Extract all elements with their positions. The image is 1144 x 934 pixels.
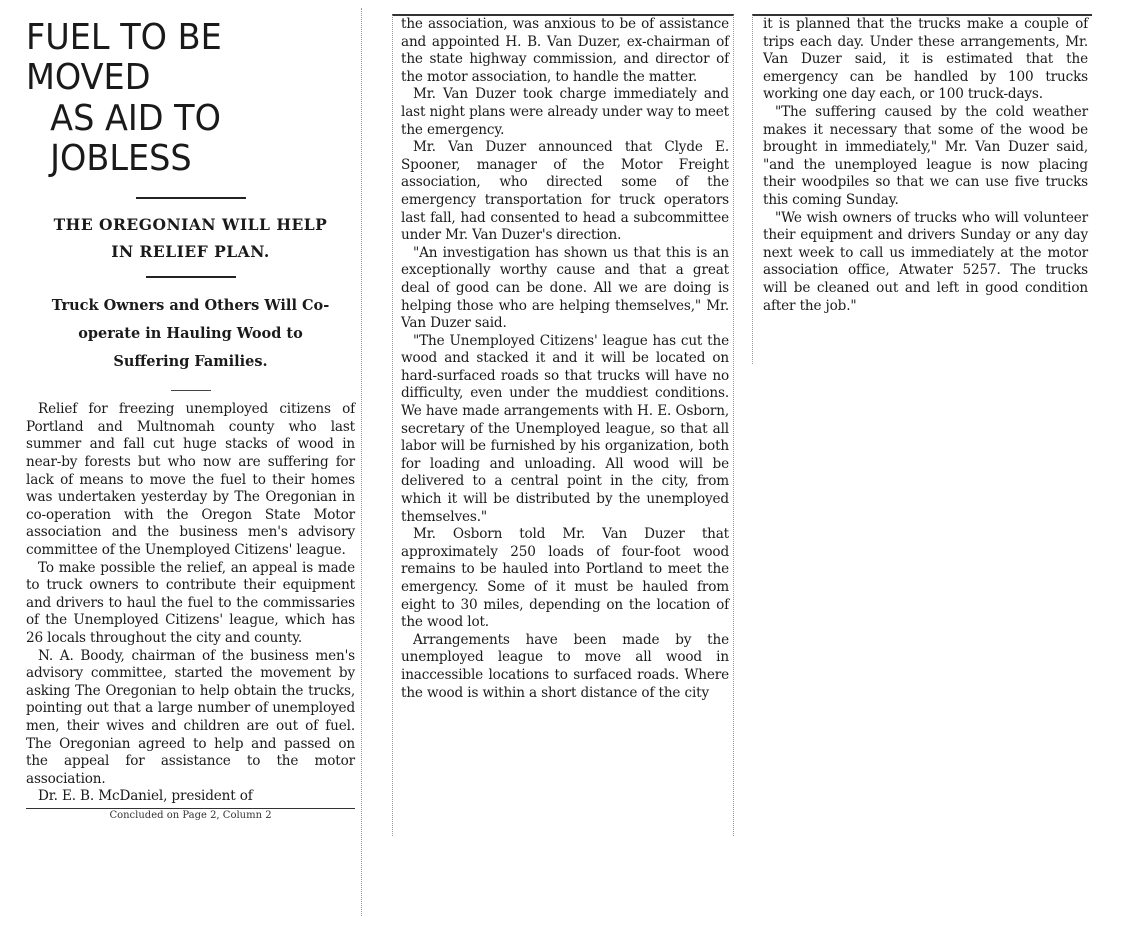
headline-line-1: FUEL TO BE MOVED <box>26 17 222 99</box>
paragraph: Mr. Osborn told Mr. Van Duzer that approximately 250 loads of four-foot wood remains to be hauled into Portland to meet the emergency. Some of it must be hauled from eight to 30 miles, depending on the location of the wood lot. <box>401 526 729 631</box>
article-column-1 <box>26 8 362 916</box>
headline-rule <box>136 197 246 199</box>
deck-secondary-line-1: Truck Owners and Others Will Co- <box>51 296 330 314</box>
paragraph: "The suffering caused by the cold weather makes it necessary that some of the wood be brought in immediately," Mr. Van Duzer said, "and the unemployed league is now placing their woodpiles so that we can use five trucks this coming Sunday. <box>763 103 1088 208</box>
body-separator <box>171 390 211 391</box>
paragraph: Arrangements have been made by the unemployed league to move all wood in inaccessible locations to surfaced roads. Where the wood is within a short distance of the city <box>401 631 729 701</box>
deck-primary-line-1: THE OREGONIAN WILL HELP <box>53 215 328 235</box>
paragraph: Dr. E. B. McDaniel, president of <box>38 788 253 805</box>
paragraph: "The Unemployed Citizens' league has cut the wood and stacked it and it will be located on hard-surfaced roads so that trucks will have no difficulty, even under the muddiest conditions. We have made arrangements with H. E. Osborn, secretary of the Unemployed league, so that all labor will be furnished by his organization, both for loading and unloading. All wood will be delivered to a central point in the city, from which it will be distributed by the unemployed themselves." <box>401 332 729 525</box>
deck-primary <box>26 211 355 265</box>
deck-secondary <box>26 292 355 377</box>
paragraph: "We wish owners of trucks who will volunteer their equipment and drivers Sunday or any day next week to call us immediately at the motor association office, Atwater 5257. The trucks will be cleaned out and left in good condition after the job." <box>763 209 1088 314</box>
paragraph: N. A. Boody, chairman of the business men's advisory committee, started the movement by asking The Oregonian to help obtain the trucks, pointing out that a large number of unemployed men, their wives and children are out of fuel. The Oregonian agreed to help and passed on the appeal for assistance to the motor association. <box>26 647 355 787</box>
article-column-2 <box>392 14 734 836</box>
paragraph: To make possible the relief, an appeal is made to truck owners to contribute their equipment and drivers to haul the fuel to the commissaries of the Unemployed Citizens' league, which has 26 locals throughout the city and county. <box>26 559 355 647</box>
paragraph: Mr. Van Duzer announced that Clyde E. Spooner, manager of the Motor Freight association, who directed some of the emergency transportation for truck operators last fall, had consented to head a subcommittee under Mr. Van Duzer's direction. <box>401 139 729 244</box>
deck-rule <box>146 276 236 278</box>
paragraph: "An investigation has shown us that this is an exceptionally worthy cause and that a great deal of good can be done. All we are doing is helping those who are helping themselves," Mr. Van Duzer said. <box>401 244 729 332</box>
headline-line-2: AS AID TO JOBLESS <box>50 97 221 179</box>
paragraph: Mr. Van Duzer took charge immediately and last night plans were already under way to meet the emergency. <box>401 86 729 138</box>
continued-note: Concluded on Page 2, Column 2 <box>26 808 355 821</box>
paragraph-continuation: the association, was anxious to be of assistance and appointed H. B. Van Duzer, ex-chairman of the state highway commission, and director of the motor association, to handle the matter. <box>401 16 729 85</box>
paragraph: Relief for freezing unemployed citizens of Portland and Multnomah county who last summer and fall cut huge stacks of wood in near-by forests but who now are suffering for lack of means to move the fuel to their homes was undertaken yesterday by The Oregonian in co-operation with the Oregon State Motor association and the business men's advisory committee of the Unemployed Citizens' league. <box>26 401 355 559</box>
deck-secondary-line-2: operate in Hauling Wood to <box>78 324 303 342</box>
article-column-3 <box>752 14 1092 364</box>
deck-primary-line-2: IN RELIEF PLAN. <box>111 242 270 262</box>
paragraph-continuation: it is planned that the trucks make a couple of trips each day. Under these arrangements, Mr. Van Duzer said, it is estimated that the emergency can be handled by 100 trucks working one day each, or 100 truck-days. <box>763 16 1088 103</box>
deck-secondary-line-3: Suffering Families. <box>113 353 268 371</box>
